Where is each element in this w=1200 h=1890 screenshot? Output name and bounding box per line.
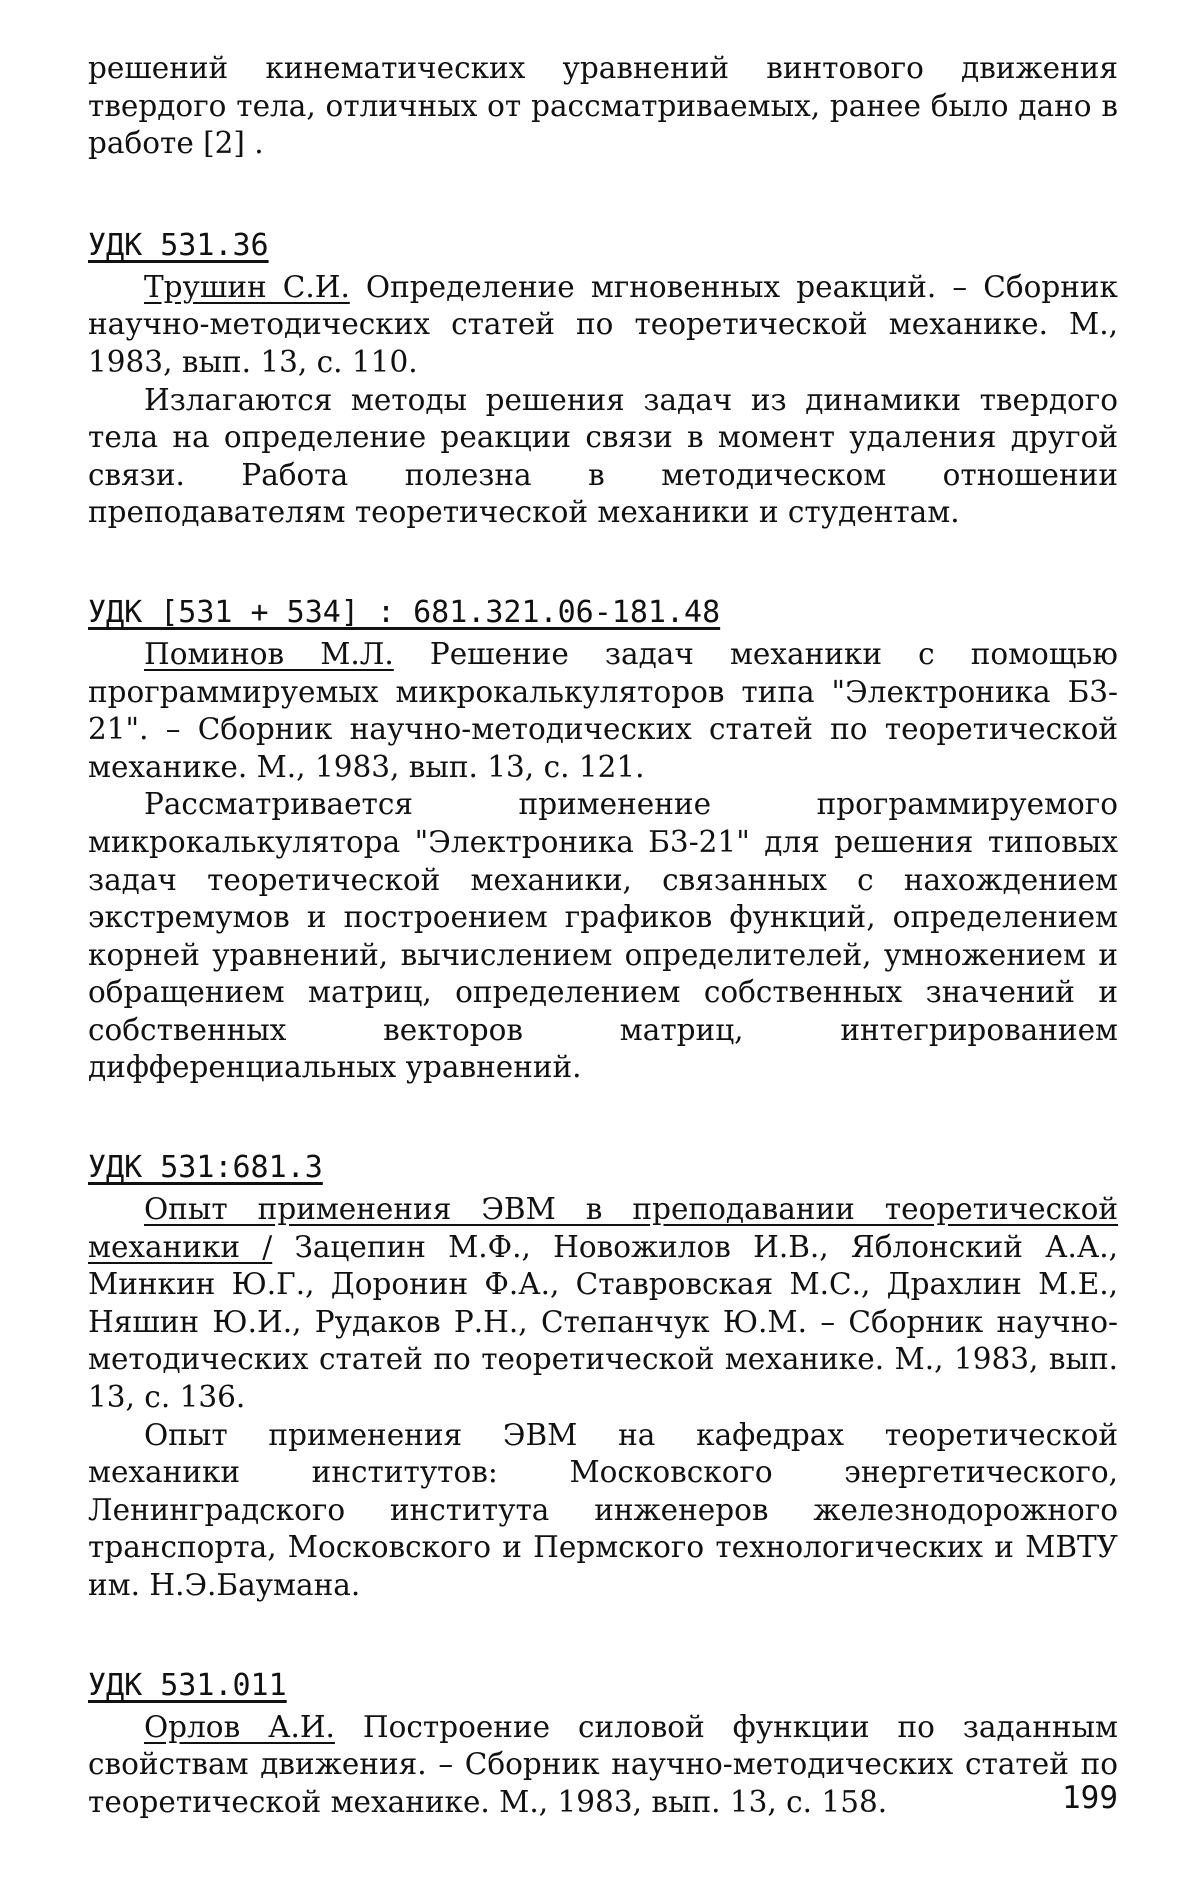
entry-abstract: Опыт применения ЭВМ на кафедрах теоретической механики институтов: Московского энергетического, Ленинградского института инженеров железнодорожного транспорта, Московского и Пермского технологических и МВТУ им. Н.Э.Баумана. bbox=[88, 1417, 1118, 1602]
entry-citation-text: Решение задач механики с помощью программируемых микрокалькуляторов типа "Электроника Б3-21". – Сборник научно-методических статей по теоретической механике. М., 1983, вып. 13, с. 121. bbox=[88, 636, 1118, 784]
entry-citation-text: Зацепин М.Ф., Новожилов И.В., Яблонский А.А., Минкин Ю.Г., Доронин Ф.А., Ставровская М.С., Драхлин М.Е., Няшин Ю.И., Рудаков Р.Н., Степанчук Ю.М. – Сборник научно-методических статей по теоретической механике. М., 1983, вып. 13, с. 136. bbox=[88, 1229, 1118, 1415]
udk-code: УДК 531.36 bbox=[88, 227, 269, 263]
entry-1 bbox=[88, 227, 1118, 532]
entry-abstract: Излагаются методы решения задач из динамики твердого тела на определение реакции связи в момент удаления другой связи. Работа полезна в методическом отношении преподавателям теоретической механики и студентам. bbox=[88, 382, 1118, 530]
entry-4 bbox=[88, 1667, 1118, 1822]
entry-citation-text: Построение силовой функции по заданным свойствам движения. – Сборник научно-методических статей по теоретической механике. М., 1983, вып. 13, с. 158. bbox=[88, 1709, 1118, 1819]
udk-code: УДК 531:681.3 bbox=[88, 1150, 323, 1186]
entry-abstract: Рассматривается применение программируемого микрокалькулятора "Электроника Б3-21" для решения типовых задач теоретической механики, связанных с нахождением экстремумов и построением графиков функций, определением корней уравнений, вычислением определителей, умножением и обращением матриц, определением собственных значений и собственных векторов матриц, интегрированием дифференциальных уравнений. bbox=[88, 787, 1118, 1085]
entry-author: Орлов А.И. bbox=[144, 1709, 335, 1744]
entry-citation bbox=[88, 1191, 1118, 1417]
entry-citation bbox=[88, 1709, 1118, 1822]
entry-3 bbox=[88, 1149, 1118, 1605]
udk-code: УДК [531 + 534] : 681.321.06-181.48 bbox=[88, 594, 721, 630]
document-page bbox=[88, 50, 1118, 1883]
entry-author: Трушин С.И. bbox=[144, 269, 350, 304]
udk-code: УДК 531.011 bbox=[88, 1667, 287, 1703]
intro-paragraph: решений кинематических уравнений винтового движения твердого тела, отличных от рассматриваемых, ранее было дано в работе [2] . bbox=[88, 51, 1118, 161]
entry-citation bbox=[88, 269, 1118, 382]
entry-author: Поминов М.Л. bbox=[144, 636, 394, 671]
entry-2 bbox=[88, 594, 1118, 1087]
entry-title: Опыт применения ЭВМ в преподавании теоретической механики / bbox=[88, 1192, 1118, 1264]
entry-citation bbox=[88, 636, 1118, 786]
page-number: 199 bbox=[1062, 1780, 1118, 1816]
entry-citation-text: Определение мгновенных реакций. – Сборник научно-методических статей по теоретической механике. М., 1983, вып. 13, с. 110. bbox=[88, 269, 1118, 379]
